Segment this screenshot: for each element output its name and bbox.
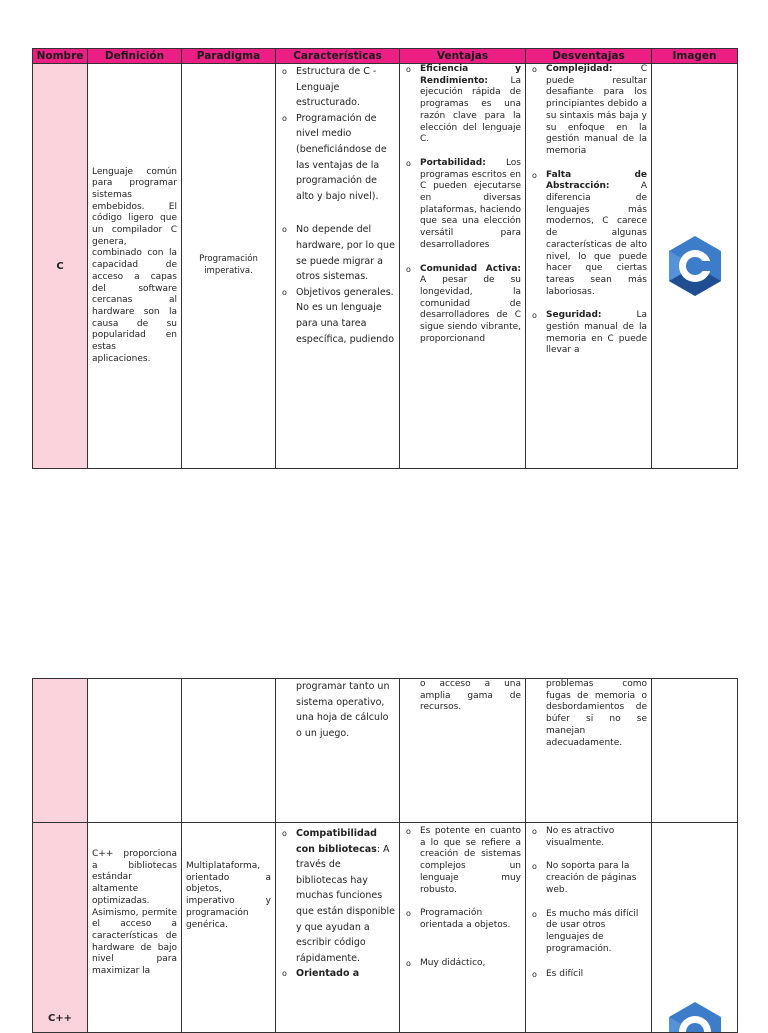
c-cont-advantages: o acceso a una amplia gama de recursos. xyxy=(400,679,526,823)
c-char-3: o No depende del hardware, por lo que se puede migrar a otros sistemas. xyxy=(276,222,395,284)
table-row-c xyxy=(33,64,738,469)
c-char-1: o Estructura de C - Lenguaje estructurado. xyxy=(276,64,395,111)
c-adv-3: o Comunidad Activa: A pesar de su longevidad, la comunidad de desarrolladores de C sigue siendo vibrante, proporcionand xyxy=(400,264,521,346)
c-definition: Lenguaje común para programar sistemas embebidos. El código ligero que un compilador C genera, combinado con la capacidad de acceso a capas del software cercanas al hardware son la causa de su popularidad en estas aplicaciones. xyxy=(88,64,182,469)
table-row-cpp xyxy=(33,823,738,1033)
c-characteristics xyxy=(276,64,400,469)
cpp-characteristics xyxy=(276,823,400,1033)
c-dis-1: o Complejidad: C puede resultar desafiante para los principiantes debido a su sintaxis más baja y su enfoque en la gestión manual de la memoria xyxy=(526,64,647,158)
c-dis-3: o Seguridad: La gestión manual de la memoria en C puede llevar a xyxy=(526,310,647,357)
cpp-char-1: o Compatibilidad con bibliotecas: A través de bibliotecas hay muchas funciones que están disponible y que ayudan a escribir código rápidamente. xyxy=(276,826,395,966)
c-adv-1: o Eficiencia y Rendimiento: La ejecución rápida de programas es una razón clave para la elección del lenguaje C. xyxy=(400,64,521,146)
c-language-logo-icon xyxy=(667,235,723,297)
cpp-dis-3: o Es mucho más difícil de usar otros lenguajes de programación. xyxy=(526,909,647,956)
cpp-name: C++ xyxy=(33,823,88,1033)
c-cont-paradigm xyxy=(182,679,276,823)
c-image xyxy=(652,64,738,469)
table-header-row xyxy=(33,49,738,64)
languages-table-page-2 xyxy=(32,678,738,1033)
c-disadvantages xyxy=(526,64,652,469)
header-desventajas: Desventajas xyxy=(526,49,652,64)
cpp-adv-2: o Programación orientada a objetos. xyxy=(400,908,521,931)
header-caracteristicas: Características xyxy=(276,49,400,64)
cpp-language-logo-icon xyxy=(667,1001,723,1033)
cpp-dis-2: o No soporta para la creación de páginas web. xyxy=(526,861,647,896)
cpp-disadvantages xyxy=(526,823,652,1033)
c-cont-disadvantages: problemas como fugas de memoria o desbordamientos de búfer si no se manejan adecuadamente. xyxy=(526,679,652,823)
cpp-adv-1: o Es potente en cuanto a lo que se refiere a creación de sistemas complejos un lenguaje muy robusto. xyxy=(400,826,521,896)
cpp-dis-1: o No es atractivo visualmente. xyxy=(526,826,647,849)
header-imagen: Imagen xyxy=(652,49,738,64)
cpp-dis-4: o Es difícil xyxy=(526,969,647,981)
languages-table-page-1 xyxy=(32,48,738,469)
header-ventajas: Ventajas xyxy=(400,49,526,64)
c-name: C xyxy=(33,64,88,469)
cpp-adv-3: o Muy didáctico, xyxy=(400,958,521,970)
cpp-definition: C++ proporciona a bibliotecas estándar altamente optimizadas. Asimismo, permite el acceso a características de hardware de bajo nivel para maximizar la xyxy=(88,823,182,1033)
c-dis-2: o Falta de Abstracción: A diferencia de lenguajes más modernos, C carece de algunas características de alto nivel, lo que puede hacer que ciertas tareas sean más laboriosas. xyxy=(526,170,647,299)
c-cont-name xyxy=(33,679,88,823)
table-row-c-continued xyxy=(33,679,738,823)
c-cont-definition xyxy=(88,679,182,823)
c-char-2: o Programación de nivel medio (beneficiándose de las ventajas de la programación de alto y bajo nivel). xyxy=(276,111,395,205)
c-advantages xyxy=(400,64,526,469)
c-cont-characteristics: programar tanto un sistema operativo, una hoja de cálculo o un juego. xyxy=(276,679,400,823)
cpp-image xyxy=(652,823,738,1033)
c-adv-2: o Portabilidad: Los programas escritos en C pueden ejecutarse en diversas plataformas, haciendo que sea una elección versátil para desarrolladores xyxy=(400,158,521,252)
c-paradigm: Programación imperativa. xyxy=(182,64,276,469)
c-cont-image xyxy=(652,679,738,823)
header-nombre: Nombre xyxy=(33,49,88,64)
c-char-4: o Objetivos generales. No es un lenguaje para una tarea específica, pudiendo xyxy=(276,285,395,347)
cpp-paradigm: Multiplataforma, orientado a objetos, imperativo y programación genérica. xyxy=(182,823,276,1033)
cpp-advantages xyxy=(400,823,526,1033)
header-paradigma: Paradigma xyxy=(182,49,276,64)
header-definicion: Definición xyxy=(88,49,182,64)
cpp-char-2: o Orientado a xyxy=(276,966,395,982)
